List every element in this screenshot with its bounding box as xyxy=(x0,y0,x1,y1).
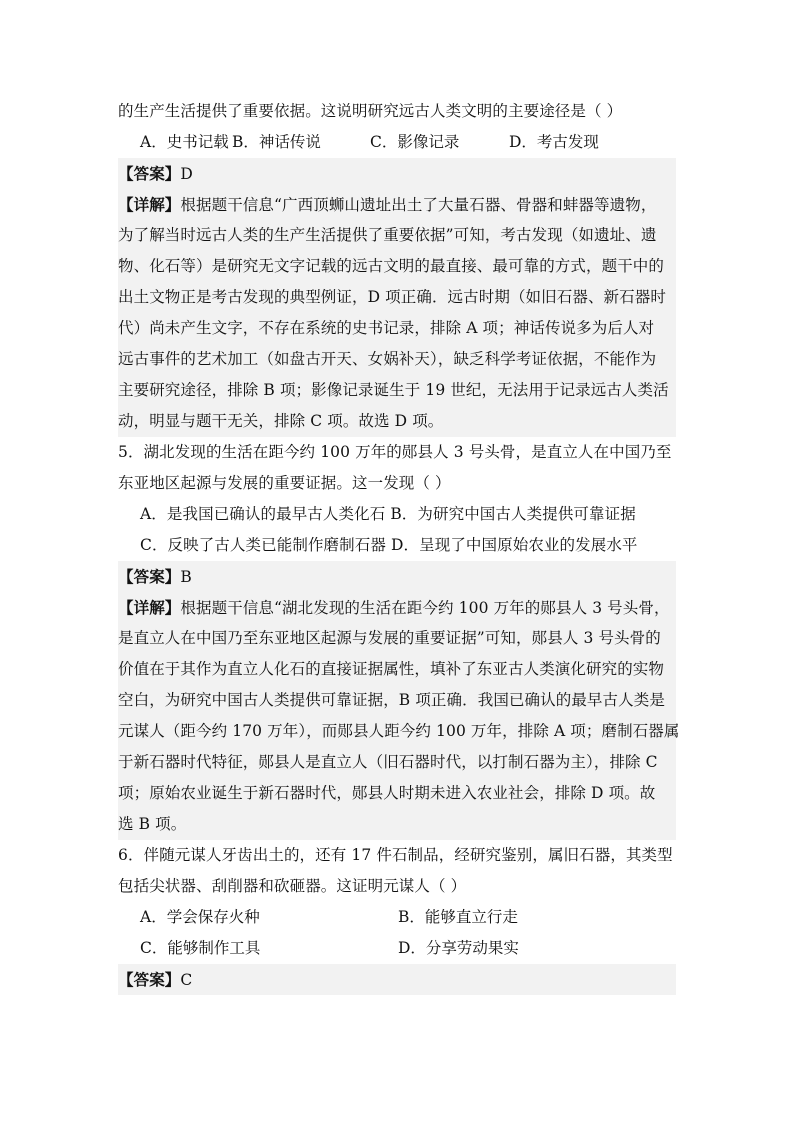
q4-detail xyxy=(118,189,676,437)
answer-value: B xyxy=(180,568,192,586)
answer-label: 【答案】 xyxy=(118,164,181,183)
detail-line: 空白，为研究中国古人类提供可靠证据，B 项正确．我国已确认的最早古人类是 xyxy=(118,691,665,709)
q5-options-line: C．反映了古人类已能制作磨制石器 D．呈现了中国原始农业的发展水平 xyxy=(140,536,638,554)
q5-stem-line: 5．湖北发现的生活在距今约 100 万年的郧县人 3 号头骨，是直立人在中国乃至 xyxy=(118,443,672,461)
q4-options xyxy=(118,127,676,158)
detail-line: 【详解】根据题干信息“湖北发现的生活在距今约 100 万年的郧县人 3 号头骨， xyxy=(118,598,670,617)
q4-option-b: B．神话传说 xyxy=(232,133,321,151)
q6-stem-line: 包括尖状器、刮削器和砍砸器。这证明元谋人（ ） xyxy=(118,877,467,895)
q5-options-line: A．是我国已确认的最早古人类化石 B．为研究中国古人类提供可靠证据 xyxy=(140,505,636,523)
answer-value: D xyxy=(180,165,193,183)
answer-value: C xyxy=(180,971,193,989)
detail-line: 是直立人在中国乃至东亚地区起源与发展的重要证据”可知，郧县人 3 号头骨的 xyxy=(118,629,661,647)
answer-label: 【答案】 xyxy=(118,970,181,989)
q4-answer xyxy=(118,158,676,189)
q6-options-row xyxy=(118,933,676,964)
q4-option-a: A．史书记载 xyxy=(140,133,229,151)
q6-option-c: C．能够制作工具 xyxy=(140,939,261,957)
detail-line: 【详解】根据题干信息“广西顶蛳山遗址出土了大量石器、骨器和蚌器等遗物， xyxy=(118,195,657,214)
detail-line: 于新石器时代特征，郧县人是直立人（旧石器时代，以打制石器为主），排除 C xyxy=(118,753,658,771)
detail-line: 为了解当时远古人类的生产生活提供了重要依据”可知，考古发现（如遗址、遗 xyxy=(118,226,657,244)
q5-stem-line: 东亚地区起源与发展的重要证据。这一发现（ ） xyxy=(118,474,451,492)
detail-line: 物、化石等）是研究无文字记载的远古文明的最直接、最可靠的方式，题干中的 xyxy=(118,257,665,275)
q4-stem: 的生产生活提供了重要依据。这说明研究远古人类文明的主要途径是（ ） xyxy=(118,102,623,120)
detail-line: 代）尚未产生文字，不存在系统的史书记录，排除 A 项；神话传说多为后人对 xyxy=(118,319,655,337)
q6-stem-line: 6．伴随元谋人牙齿出土的，还有 17 件石制品，经研究鉴别，属旧石器，其类型 xyxy=(118,846,673,864)
detail-line: 主要研究途径，排除 B 项；影像记录诞生于 19 世纪，无法用于记录远古人类活 xyxy=(118,381,669,399)
detail-line: 项；原始农业诞生于新石器时代，郧县人时期未进入农业社会，排除 D 项。故 xyxy=(118,784,656,802)
detail-label: 【详解】 xyxy=(118,598,181,617)
document-page xyxy=(118,96,680,995)
q6-options-row xyxy=(118,902,676,933)
q6-option-b: B．能够直立行走 xyxy=(398,908,518,926)
q5-answer xyxy=(118,561,676,592)
q6-option-a: A．学会保存火种 xyxy=(140,908,260,926)
q6-option-d: D．分享劳动果实 xyxy=(398,939,519,957)
answer-label: 【答案】 xyxy=(118,567,181,586)
q6-answer xyxy=(118,964,676,995)
detail-line: 选 B 项。 xyxy=(118,815,187,833)
detail-line: 元谋人（距今约 170 万年），而郧县人距今约 100 万年，排除 A 项；磨制石器属 xyxy=(118,722,680,740)
detail-line: 出土文物正是考古发现的典型例证，D 项正确．远古时期（如旧石器、新石器时 xyxy=(118,288,666,306)
detail-line: 动，明显与题干无关，排除 C 项。故选 D 项。 xyxy=(118,412,444,430)
detail-label: 【详解】 xyxy=(118,195,181,214)
q4-option-d: D．考古发现 xyxy=(509,133,599,151)
detail-line: 价值在于其作为直立人化石的直接证据属性，填补了东亚古人类演化研究的实物 xyxy=(118,660,665,678)
q4-option-c: C．影像记录 xyxy=(370,133,460,151)
q5-detail xyxy=(118,592,680,840)
detail-line: 远古事件的艺术加工（如盘古开天、女娲补天），缺乏科学考证依据，不能作为 xyxy=(118,350,657,368)
